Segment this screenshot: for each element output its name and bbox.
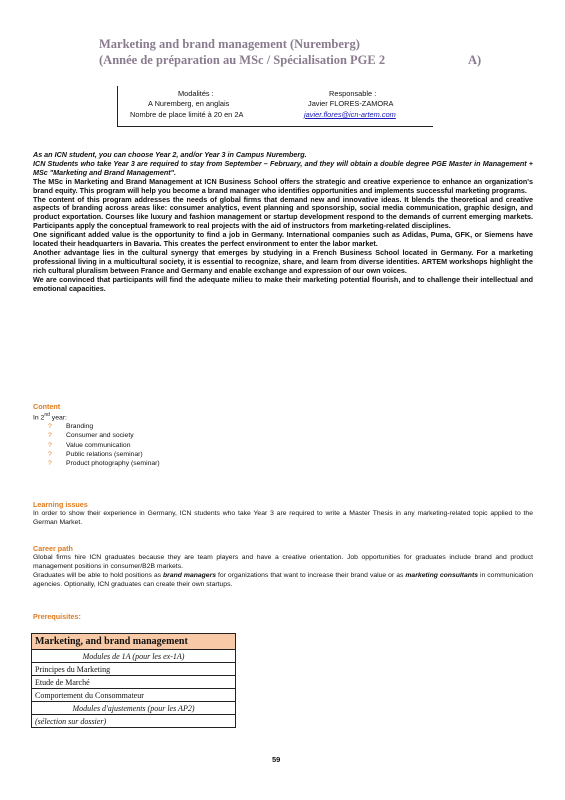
list-item: ? Branding bbox=[48, 423, 94, 430]
responsable-label: Responsable : bbox=[329, 89, 377, 98]
table-row: Etude de Marché bbox=[32, 676, 236, 689]
bullet-icon: ? bbox=[48, 432, 52, 440]
bullet-icon: ? bbox=[48, 460, 52, 468]
list-item: ? Product photography (seminar) bbox=[48, 460, 160, 468]
responsable-name: Javier FLORES-ZAMORA bbox=[308, 99, 394, 108]
content-heading: Content bbox=[33, 402, 61, 411]
year-prefix: In 2 bbox=[33, 414, 45, 422]
list-item: ? Public relations (seminar) bbox=[48, 450, 143, 458]
modalites-label: Modalités : bbox=[178, 89, 214, 98]
year-line bbox=[33, 411, 67, 422]
places-text: Nombre de place limité à 20 en 2A bbox=[130, 110, 244, 119]
page-subtitle: (Année de préparation au MSc / Spécialisation PGE 2 bbox=[99, 53, 386, 67]
list-item: ? Value communication bbox=[48, 441, 131, 449]
learning-text: In order to show their experience in Germany, ICN students who take Year 3 are required to write a Master Thesis in any marketing-related topic applied to the German Market. bbox=[33, 510, 533, 526]
intro-paragraph: As an ICN student, you can choose Year 2, and/or Year 3 in Campus Nuremberg. bbox=[33, 150, 307, 159]
year-sup: nd bbox=[44, 412, 50, 418]
table-subheader: Modules de 1A (pour les ex-1A) bbox=[32, 650, 236, 663]
intro-paragraph: The MSc in Marketing and Brand Management at ICN Business School offers the strategic and creative experience to enhance an organization's brand equity. This program will help you become a brand manager who identifies opportunities and implements successful marketing programs. bbox=[33, 176, 533, 195]
page-subtitle-suffix: A) bbox=[468, 53, 482, 67]
table-note: (sélection sur dossier) bbox=[32, 715, 236, 728]
career-text-2: Graduates will be able to hold positions as brand managers for organizations that want to increase their brand value or as marketing consultants in communication agencies. Optionally, ICN graduates can create their own startups. bbox=[33, 572, 533, 588]
intro-paragraph: We are convinced that participants will find the adequate milieu to make their marketing potential flourish, and to challenge their intellectual and emotional capacities. bbox=[33, 274, 533, 293]
intro-paragraph: The content of this program addresses the needs of global firms that demand new and innovative ideas. It blends the theoretical and creative aspects of branding across areas like: consumer analytics, event planning and sponsorship, social media communication, graphic design, and product exportation. Courses like luxury and fashion management or startup development respond to the demands of current emerging markets. Participants apply the conceptual framework to real projects with the aid of instructors from marketing-related disciplines. bbox=[33, 194, 533, 231]
career-heading: Career path bbox=[33, 544, 73, 553]
bullet-icon: ? bbox=[48, 441, 52, 449]
intro-section bbox=[33, 151, 533, 294]
intro-paragraph: ICN Students who take Year 3 are required to stay from September – February, and they will obtain a double degree PGE Master in Management + MSc "Marketing and Brand Management". bbox=[33, 158, 533, 177]
list-item: ? Consumer and society bbox=[48, 432, 134, 440]
bullet-icon: ? bbox=[48, 423, 52, 430]
responsable-email-link[interactable]: javier.flores@icn-artem.com bbox=[304, 110, 396, 119]
learning-heading: Learning issues bbox=[33, 500, 88, 509]
bullet-icon: ? bbox=[48, 450, 52, 458]
prerequisites-heading: Prerequisites: bbox=[33, 612, 81, 621]
intro-paragraph: Another advantage lies in the cultural synergy that emerges by studying in a French Business School located in Germany. For a marketing professional living in a multicultural society, it is essential to recognize, share, and learn from diverse identities. ARTEM workshops highlight the rich cultural pluralism between France and Germany and enable exchange and expression of our own voices. bbox=[33, 247, 533, 275]
prerequisites-table bbox=[31, 633, 236, 728]
table-row: Comportement du Consommateur bbox=[32, 689, 236, 702]
page-number: 59 bbox=[272, 755, 281, 764]
page-title: Marketing and brand management (Nuremberg) bbox=[99, 37, 360, 51]
career-text: Global firms hire ICN graduates because they are team players and have a creative orientation. Job opportunities for graduates include brand and product management positions in consumer/B2B markets. bbox=[33, 554, 533, 570]
intro-paragraph: One significant added value is the opportunity to find a job in Germany. International companies such as Adidas, Puma, GFK, or Siemens have located their headquarters in Bavaria. This creates the perfect environment to enter the labor market. bbox=[33, 230, 533, 249]
table-row: Principes du Marketing bbox=[32, 663, 236, 676]
career-section bbox=[33, 553, 533, 589]
learning-section bbox=[33, 509, 533, 527]
table-subheader: Modules d'ajustements (pour les AP2) bbox=[32, 702, 236, 715]
table-title: Marketing, and brand management bbox=[32, 634, 236, 650]
year-suffix: year: bbox=[49, 414, 67, 422]
content-list bbox=[48, 422, 160, 468]
location-text: A Nuremberg, en anglais bbox=[148, 99, 230, 108]
